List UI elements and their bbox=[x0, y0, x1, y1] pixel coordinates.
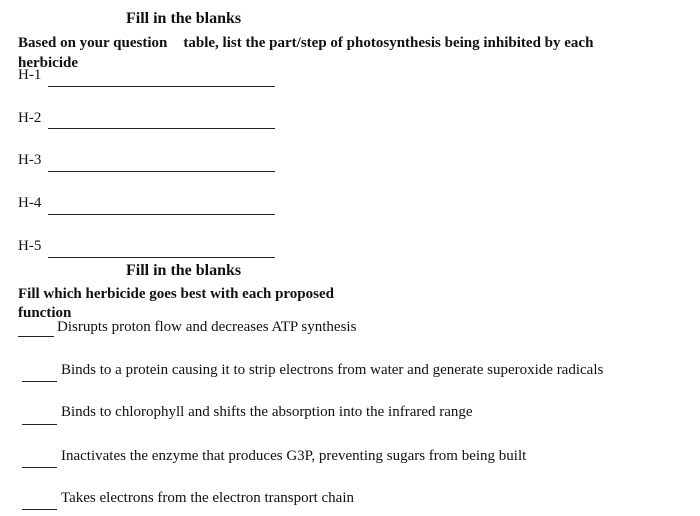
function-item-2: Binds to a protein causing it to strip electrons from water and generate superoxide radicals bbox=[61, 362, 604, 378]
blank-h5[interactable] bbox=[48, 257, 275, 258]
label-h3: H-3 bbox=[18, 152, 42, 168]
label-h2: H-2 bbox=[18, 110, 42, 126]
blank-item-1[interactable] bbox=[18, 336, 54, 337]
blank-item-4[interactable] bbox=[22, 467, 57, 468]
blank-h4[interactable] bbox=[48, 214, 275, 215]
function-item-3: Binds to chlorophyll and shifts the absorption into the infrared range bbox=[61, 404, 473, 420]
label-h1: H-1 bbox=[18, 67, 42, 83]
label-h4: H-4 bbox=[18, 195, 42, 211]
instruction-part-b: table, list the part/step of photosynthesis being inhibited by each bbox=[183, 35, 594, 51]
section2-instruction-cont: function bbox=[18, 305, 72, 321]
section1-instruction-cont: herbicide bbox=[18, 55, 78, 71]
function-item-1: Disrupts proton flow and decreases ATP synthesis bbox=[57, 319, 357, 335]
instruction-part-a: Based on your question bbox=[18, 35, 168, 51]
section1-instruction bbox=[18, 35, 593, 52]
function-item-5: Takes electrons from the electron transport chain bbox=[61, 490, 354, 506]
section2-title: Fill in the blanks bbox=[126, 262, 242, 279]
blank-item-5[interactable] bbox=[22, 509, 57, 510]
blank-item-3[interactable] bbox=[22, 424, 57, 425]
section1-title: Fill in the blanks bbox=[126, 10, 242, 27]
label-h5: H-5 bbox=[18, 238, 42, 254]
blank-h2[interactable] bbox=[48, 128, 275, 129]
function-item-4: Inactivates the enzyme that produces G3P, preventing sugars from being built bbox=[61, 448, 527, 464]
blank-h3[interactable] bbox=[48, 171, 275, 172]
section2-instruction: Fill which herbicide goes best with each proposed bbox=[18, 286, 334, 302]
blank-item-2[interactable] bbox=[22, 381, 57, 382]
blank-h1[interactable] bbox=[48, 86, 275, 87]
